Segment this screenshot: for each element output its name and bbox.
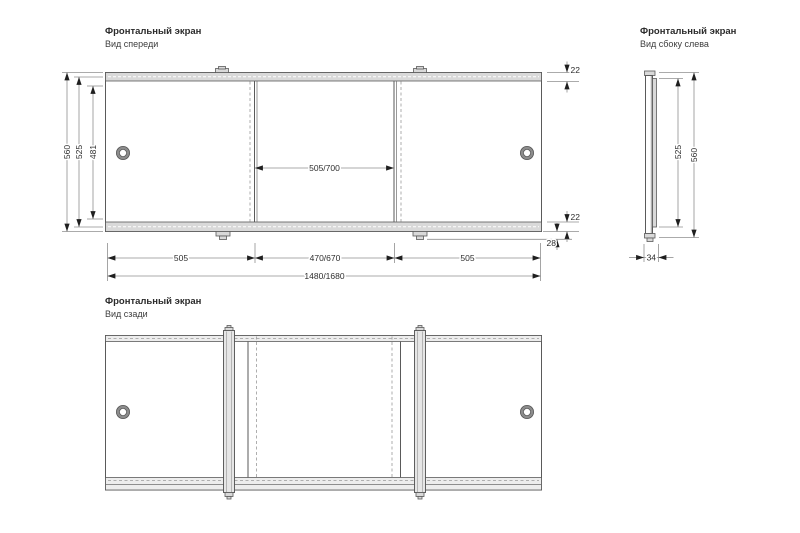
- svg-text:505/700: 505/700: [309, 162, 340, 173]
- svg-text:28: 28: [546, 238, 556, 248]
- back-post-left: [224, 326, 235, 500]
- svg-text:22: 22: [570, 212, 580, 222]
- back-view-title: Фронтальный экран: [105, 296, 202, 307]
- back-post-right: [415, 326, 426, 500]
- svg-text:22: 22: [570, 65, 580, 75]
- front-view-title: Фронтальный экран: [105, 26, 202, 37]
- svg-text:560: 560: [61, 144, 72, 160]
- back-panel-body: [106, 336, 542, 491]
- front-panel-body: [106, 73, 542, 232]
- side-foot: [647, 238, 653, 242]
- svg-text:525: 525: [73, 144, 84, 160]
- back-bottom-rail: [106, 478, 542, 491]
- dim-left-section: 505: [173, 252, 189, 263]
- dim-total-width: 1480/1680: [304, 270, 345, 281]
- side-profile: [645, 71, 657, 242]
- front-bottom-rail: [106, 222, 542, 232]
- side-panel-strip: [653, 79, 657, 228]
- side-top-cap: [645, 71, 656, 76]
- front-top-rail: [106, 73, 542, 82]
- svg-text:560: 560: [688, 147, 699, 163]
- back-top-rail: [106, 336, 542, 342]
- front-view-subtitle: Вид спереди: [105, 39, 159, 49]
- dim-middle-section: 470/670: [309, 252, 341, 263]
- side-bottom-cap: [645, 234, 656, 239]
- svg-text:34: 34: [646, 252, 657, 263]
- dim-right-section: 505: [460, 252, 475, 263]
- back-view-subtitle: Вид сзади: [105, 309, 148, 319]
- side-view-title: Фронтальный экран: [640, 26, 737, 37]
- side-view-subtitle: Вид сбоку слева: [640, 39, 709, 49]
- svg-text:525: 525: [672, 144, 683, 160]
- svg-text:481: 481: [87, 144, 98, 160]
